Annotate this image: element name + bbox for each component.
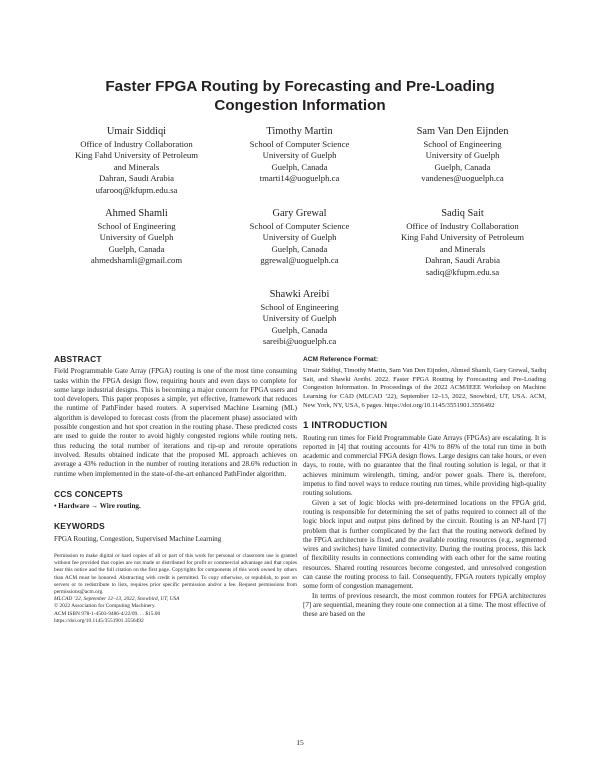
author-affiliation: University of Guelph [99, 232, 174, 243]
author-location: Guelph, Canada [271, 243, 328, 254]
permission-copyright: © 2022 Association for Computing Machinery. [54, 603, 156, 610]
title-line-1: Faster FPGA Routing by Forecasting and Pre-Loading [105, 78, 495, 95]
author-affiliation: School of Computer Science [249, 139, 350, 149]
author-affiliation: School of Engineering [260, 302, 339, 312]
right-column [303, 355, 546, 620]
author-name: Umair Siddiqi [106, 126, 167, 137]
permission-venue: MLCAD ’22, September 12–13, 2022, Snowbird, UT, USA [54, 596, 180, 603]
introduction-paragraph: Routing run times for Field Programmable Gate Arrays (FPGAs) are escalating. It is reported in [4] that routing accounts for 41% to 86% of the total run time in both academic and commercial FPGA design flows. Large designs can take hours, or even days, to route, with no guarantee that the final routing solution is legal, or that it achieves minimum wirelength, timing, and/or power goals. There is, therefore, impetus to find novel ways to reduce routing run times, while providing high-quality routing solutions. [303, 433, 546, 498]
abstract-text: Field Programmable Gate Array (FPGA) routing is one of the most time consuming tasks within the FPGA design flow, requiring hours and even days to complete for some large industrial designs. This is becoming a major concern for FPGA users and tool developers. This paper proposes a simple, yet effective, framework that reduces the runtime of PathFinder based routers. A supervised Machine Learning (ML) algorithm is developed to forecast costs (from the placement phase) associated with possible congestion and hot spot creation in the routing phase. These predicted costs are used to guide the router to avoid highly congested regions while routing nets, thus reducing the total number of iterations and rip-up and reroute operations involved. Results obtained indicate that the proposed ML approach achieves on average a 43% reduction in the number of routing iterations and 28.6% reduction in runtime when implemented in the state-of-the-art enhanced PathFinder algorithm. [54, 367, 297, 478]
title-line-2: Congestion Information [214, 97, 386, 114]
author-affiliation: and Minerals [439, 243, 486, 254]
reference-format-text: Umair Siddiqi, Timothy Martin, Sam Van Den Eijnden, Ahmed Shamli, Gary Grewal, Sadiq Sait, and Shawki Areibi. 2022. Faster FPGA Routing by Forecasting and Pre-Loading Congestion Information. In Proceedings of the 2022 ACM/IEEE Workshop on Machine Learning for CAD (MLCAD ’22), September 12–13, 2022, Snowbird, UT, USA. ACM, New York, NY, USA, 6 pages. https://doi.org/10.1145/3551901.3556492 [303, 367, 546, 409]
author-location: Guelph, Canada [271, 161, 328, 172]
introduction-paragraph: In terms of previous research, the most common routers for FPGA architectures [7] are sequential, meaning they route one connection at a time. The most effective of these are based on the [303, 591, 546, 619]
introduction-paragraph: Given a set of logic blocks with pre-determined locations on the FPGA grid, routing is responsible for determining the set of paths required to connect all of the logic block input and output pins defined by the circuit. Routing is an NP-hard [7] problem that is further complicated by the fact that the routing network defined by the FPGA architecture is fixed, and the available routing resources (e.g., segmented wires and switches) have limited connectivity. During the routing process, this lack of flexibility results in connections contending with each other for the same routing resources. Shared routing resources become congested, and unresolved congestion can cause the routing process to fail. Consequently, FPGA routers typically employ some form of congestion management. [303, 498, 546, 591]
author-block [212, 207, 387, 267]
left-column [54, 355, 297, 625]
author-name: Timothy Martin [266, 126, 333, 137]
ccs-heading: CCS CONCEPTS [54, 488, 123, 499]
author-affiliation: Office of Industry Collaboration [80, 139, 193, 149]
author-block [375, 125, 550, 185]
author-affiliation: Office of Industry Collaboration [406, 221, 519, 231]
author-name: Sam Van Den Eijnden [416, 126, 509, 137]
author-location: Guelph, Canada [271, 324, 328, 335]
reference-format-heading: ACM Reference Format: [303, 356, 379, 363]
author-affiliation: University of Guelph [262, 150, 337, 161]
author-email: ggrewal@uoguelph.ca [260, 255, 339, 266]
author-affiliation: School of Engineering [423, 139, 502, 149]
author-affiliation: King Fahd University of Petroleum [400, 232, 525, 243]
author-block [49, 207, 224, 267]
author-affiliation: King Fahd University of Petroleum [74, 150, 199, 161]
author-affiliation: University of Guelph [425, 150, 500, 161]
permission-isbn: ACM ISBN 978-1-4503-9486-4/22/09. . . $15.00 [54, 610, 161, 617]
author-location: Dahran, Saudi Arabia [424, 255, 501, 266]
keywords-heading: KEYWORDS [54, 521, 105, 532]
author-name: Shawki Areibi [269, 289, 330, 300]
paper-title [40, 77, 560, 115]
introduction-heading: 1 INTRODUCTION [303, 420, 388, 432]
keywords-text: FPGA Routing, Congestion, Supervised Machine Learning [54, 534, 222, 543]
author-email: vandenes@uoguelph.ca [421, 173, 504, 184]
author-location: Guelph, Canada [108, 243, 165, 254]
author-email: sareibi@uoguelph.ca [262, 336, 337, 347]
author-email: tmarti14@uoguelph.ca [259, 173, 340, 184]
author-affiliation: School of Engineering [97, 221, 176, 231]
author-affiliation: University of Guelph [262, 313, 337, 324]
author-block [375, 207, 550, 278]
author-affiliation: and Minerals [113, 161, 160, 172]
author-email: ufarooq@kfupm.edu.sa [95, 184, 178, 195]
ccs-concept: • Hardware → Wire routing. [54, 502, 141, 511]
author-block [212, 288, 387, 348]
author-location: Guelph, Canada [434, 161, 491, 172]
abstract-heading: ABSTRACT [54, 354, 102, 364]
author-name: Sadiq Sait [441, 208, 484, 219]
author-name: Gary Grewal [272, 208, 327, 219]
author-location: Dahran, Saudi Arabia [98, 173, 175, 184]
author-affiliation: University of Guelph [262, 232, 337, 243]
page-number: 15 [296, 738, 304, 747]
author-block [212, 125, 387, 185]
permission-doi: https://doi.org/10.1145/3551901.3556492 [54, 617, 144, 624]
author-block [49, 125, 224, 196]
author-affiliation: School of Computer Science [249, 221, 350, 231]
author-email: ahmedshamli@gmail.com [90, 255, 183, 266]
permission-block [54, 553, 297, 625]
author-name: Ahmed Shamli [105, 208, 168, 219]
author-email: sadiq@kfupm.edu.sa [425, 266, 500, 277]
permission-text: Permission to make digital or hard copies of all or part of this work for personal or classroom use is granted without fee provided that copies are not made or distributed for profit or commercial advantage and that copies bear this notice and the full citation on the first page. Copyrights for components of this work owned by others than ACM must be honored. Abstracting with credit is permitted. To copy otherwise, or republish, to post on servers or to redistribute to lists, requires prior specific permission and/or a fee. Request permissions from permissions@acm.org. [54, 553, 297, 596]
